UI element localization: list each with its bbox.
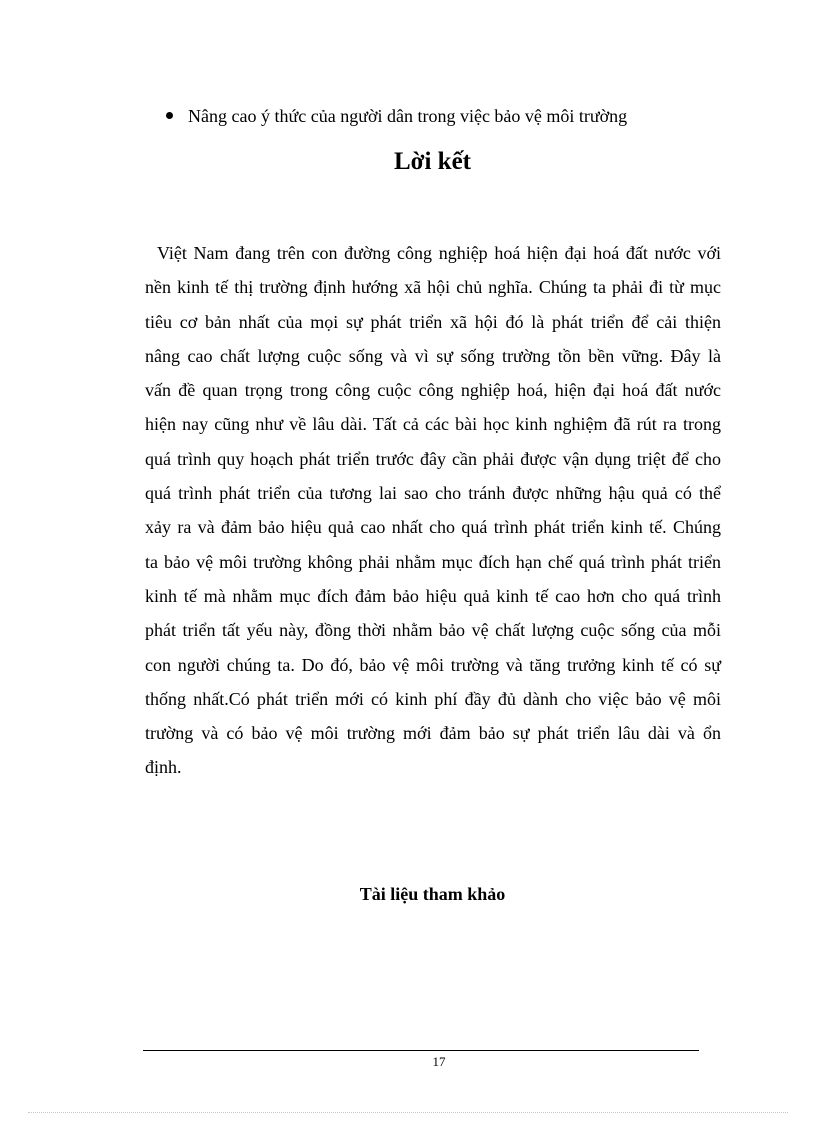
bullet-icon — [166, 112, 173, 119]
bullet-item — [166, 104, 627, 128]
footer-divider — [143, 1050, 699, 1051]
paragraph-line: tiêu cơ bản nhất của mọi sự phát triển xã hội đó là phát triển để cải thiện — [145, 311, 721, 332]
bullet-text: Nâng cao ý thức của người dân trong việc bảo vệ môi trường — [188, 106, 628, 126]
paragraph-line: phát triển tất yếu này, đồng thời nhằm bảo vệ chất lượng cuộc sống của mỗi — [145, 620, 721, 641]
paragraph-line: trường và có bảo vệ môi trường mới đảm bảo sự phát triển lâu dài và ổn — [145, 723, 721, 744]
paragraph-line: kinh tế mà nhằm mục đích đảm bảo hiệu quả kinh tế cao hơn cho quá trình — [145, 585, 721, 606]
references-heading: Tài liệu tham khảo — [359, 884, 506, 904]
section-heading: Lời kết — [393, 148, 472, 175]
paragraph-line: nâng cao chất lượng cuộc sống và vì sự sống trường tồn bền vững. Đây là — [145, 345, 721, 366]
paragraph-line: nền kinh tế thị trường định hướng xã hội chủ nghĩa. Chúng ta phải đi từ mục — [145, 277, 721, 298]
page-bottom-border — [28, 1112, 788, 1113]
body-paragraph — [145, 236, 721, 785]
paragraph-line: Việt Nam đang trên con đường công nghiệp hoá hiện đại hoá đất nước với — [157, 243, 721, 263]
paragraph-line: ta bảo vệ môi trường không phải nhằm mục đích hạn chế quá trình phát triển — [145, 551, 721, 572]
paragraph-line: con người chúng ta. Do đó, bảo vệ môi trường và tăng trưởng kinh tế có sự — [145, 654, 721, 675]
page-number: 17 — [432, 1054, 446, 1069]
paragraph-line: hiện nay cũng như về lâu dài. Tất cả các bài học kinh nghiệm đã rút ra trong — [145, 414, 721, 435]
paragraph-line: quá trình phát triển của tương lai sao cho tránh được những hậu quả có thể — [145, 483, 721, 504]
paragraph-line: xảy ra và đảm bảo hiệu quả cao nhất cho quá trình phát triển kinh tế. Chúng — [145, 517, 721, 538]
paragraph-line: thống nhất.Có phát triển mới có kinh phí đầy đủ dành cho việc bảo vệ môi — [145, 688, 721, 709]
paragraph-line: vấn đề quan trọng trong công cuộc công nghiệp hoá, hiện đại hoá đất nước — [145, 380, 721, 401]
paragraph-line: quá trình quy hoạch phát triển trước đây cần phải được vận dụng triệt để cho — [145, 448, 721, 469]
paragraph-line: định. — [145, 757, 182, 778]
